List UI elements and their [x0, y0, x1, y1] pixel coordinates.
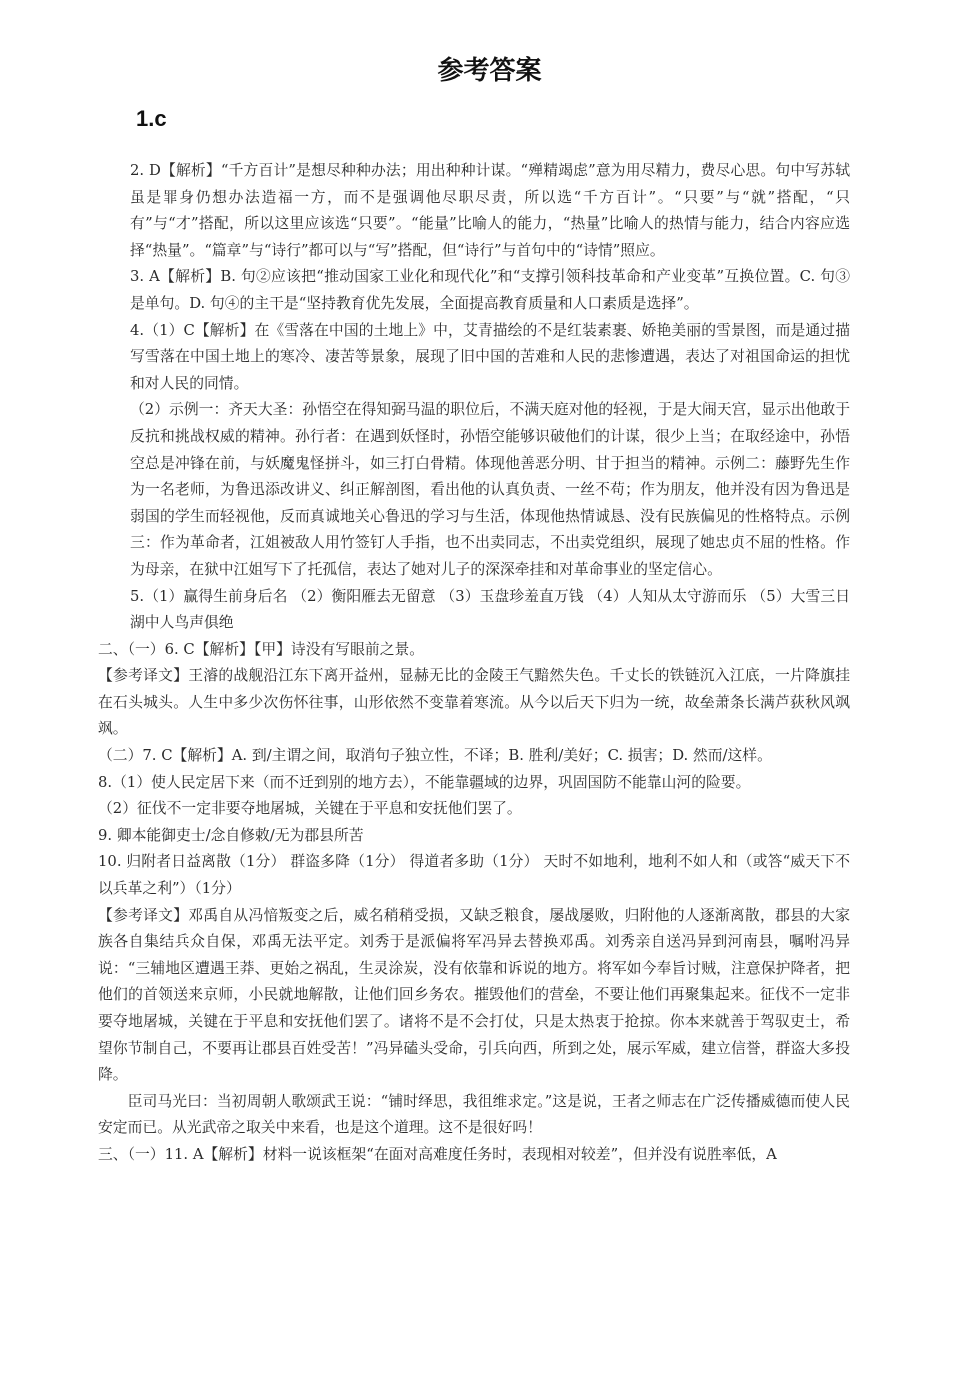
answer-8-2: （2）征伐不一定非要夺地屠城，关键在于平息和安抚他们罢了。	[98, 800, 522, 818]
answer-body	[98, 158, 850, 1169]
answer-2: 2. D【解析】“千方百计”是想尽种种办法；用出种种计谋。“殚精竭虑”意为用尽精力，费尽心思。句中写苏轼虽是罪身仍想办法造福一方，而不是强调他尽职尽责，所以选“千方百计”。“只要”与“就”搭配，“只有”与“才”搭配，所以这里应该选“只要”。“能量”比喻人的能力，“热量”比喻人的热情与能力，结合内容应选择“热量”。“篇章”与“诗行”都可以与“写”搭配，但“诗行”与首句中的“诗情”照应。	[130, 162, 850, 259]
answer-3: 3. A【解析】B. 句②应该把“推动国家工业化和现代化”和“支撑引领科技革命和产业变革”互换位置。C. 句③是单句。D. 句④的主干是“坚持教育优先发展，全面提高教育质量和人口素质是选择”。	[130, 268, 850, 312]
page-title: 参考答案	[437, 56, 542, 86]
answer-4-2: （2）示例一：齐天大圣：孙悟空在得知弼马温的职位后，不满天庭对他的轻视，于是大闹天宫，显示出他敢于反抗和挑战权威的精神。孙行者：在遇到妖怪时，孙悟空能够识破他们的计谋，很少上当；在取经途中，孙悟空总是冲锋在前，与妖魔鬼怪拼斗，如三打白骨精。体现他善恶分明、甘于担当的精神。示例二：藤野先生作为一名老师，为鲁迅添改讲义、纠正解剖图，看出他的认真负责、一丝不苟；作为朋友，他并没有因为鲁迅是弱国的学生而轻视他，反而真诚地关心鲁迅的学习与生活，体现他热情诚恳、没有民族偏见的性格特点。示例三：作为革命者，江姐被敌人用竹签钉人手指，也不出卖同志，不出卖党组织，展现了她忠贞不屈的性格。作为母亲，在狱中江姐写下了托孤信，表达了她对儿子的深深牵挂和对革命事业的坚定信心。	[130, 401, 850, 578]
translation-10: 【参考译文】邓禹自从冯愔叛变之后，威名稍稍受损，又缺乏粮食，屡战屡败，归附他的人逐渐离散，郡县的大家族各自集结兵众自保，邓禹无法平定。刘秀于是派偏将军冯异去替换邓禹。刘秀亲自送冯异到河南县，嘱咐冯异说：“三辅地区遭遇王莽、更始之祸乱，生灵涂炭，没有依靠和诉说的地方。将军如今奉旨讨贼，注意保护降者，把他们的首领送来京师，小民就地解散，让他们回乡务农。摧毁他们的营垒，不要让他们再聚集起来。征伐不一定非要夺地屠城，关键在于平息和安抚他们罢了。诸将不是不会打仗，只是太热衷于抢掠。你本来就善于驾驭吏士，希望你节制自己，不要再让郡县百姓受苦！”冯异磕头受命，引兵向西，所到之处，展示军威，建立信誉，群盗大多投降。	[98, 906, 850, 1084]
sima-guang-comment: 臣司马光曰：当初周朝人歌颂武王说：“铺时绎思，我徂维求定。”这是说，王者之师志在广泛传播威德而使人民安定而已。从光武帝之取关中来看，也是这个道理。这不是很好吗！	[98, 1092, 850, 1137]
section-2-answer-6: 二、（一）6. C【解析】【甲】诗没有写眼前之景。	[98, 640, 425, 658]
section-3-answer-11: 三、（一）11. A【解析】材料一说该框架“在面对高难度任务时，表现相对较差”，但并没有说胜率低，A	[98, 1145, 777, 1163]
answer-5: 5.（1）赢得生前身后名 （2）衡阳雁去无留意 （3）玉盘珍羞直万钱 （4）人知从太守游而乐 （5）大雪三日 湖中人鸟声俱绝	[130, 587, 850, 632]
answer-1: 1.c	[136, 106, 167, 131]
answer-7: （二）7. C【解析】A. 到/主谓之间，取消句子独立性，不译；B. 胜利/美好；C. 损害；D. 然而/这样。	[98, 747, 772, 765]
answer-9: 9. 卿本能御吏士/念自修敕/无为郡县所苦	[98, 826, 364, 844]
answer-4-1: 4.（1）C【解析】在《雪落在中国的土地上》中，艾青描绘的不是红装素裹、娇艳美丽的雪景图，而是通过描写雪落在中国土地上的寒冷、凄苦等景象，展现了旧中国的苦难和人民的悲惨遭遇，表达了对祖国命运的担忧和对人民的同情。	[130, 321, 850, 392]
translation-6: 【参考译文】王濬的战舰沿江东下离开益州，显赫无比的金陵王气黯然失色。千丈长的铁链沉入江底，一片降旗挂在石头城头。人生中多少次伤怀往事，山形依然不变靠着寒流。从今以后天下归为一统，故垒萧条长满芦荻秋风飒飒。	[98, 667, 850, 738]
answer-10: 10. 归附者日益离散（1分） 群盗多降（1分） 得道者多助（1分） 天时不如地利，地利不如人和（或答“威天下不以兵革之利”）（1分）	[98, 853, 850, 898]
answer-8-1: 8.（1）使人民定居下来（而不迁到别的地方去），不能靠疆域的边界，巩固国防不能靠山河的险要。	[98, 773, 751, 791]
